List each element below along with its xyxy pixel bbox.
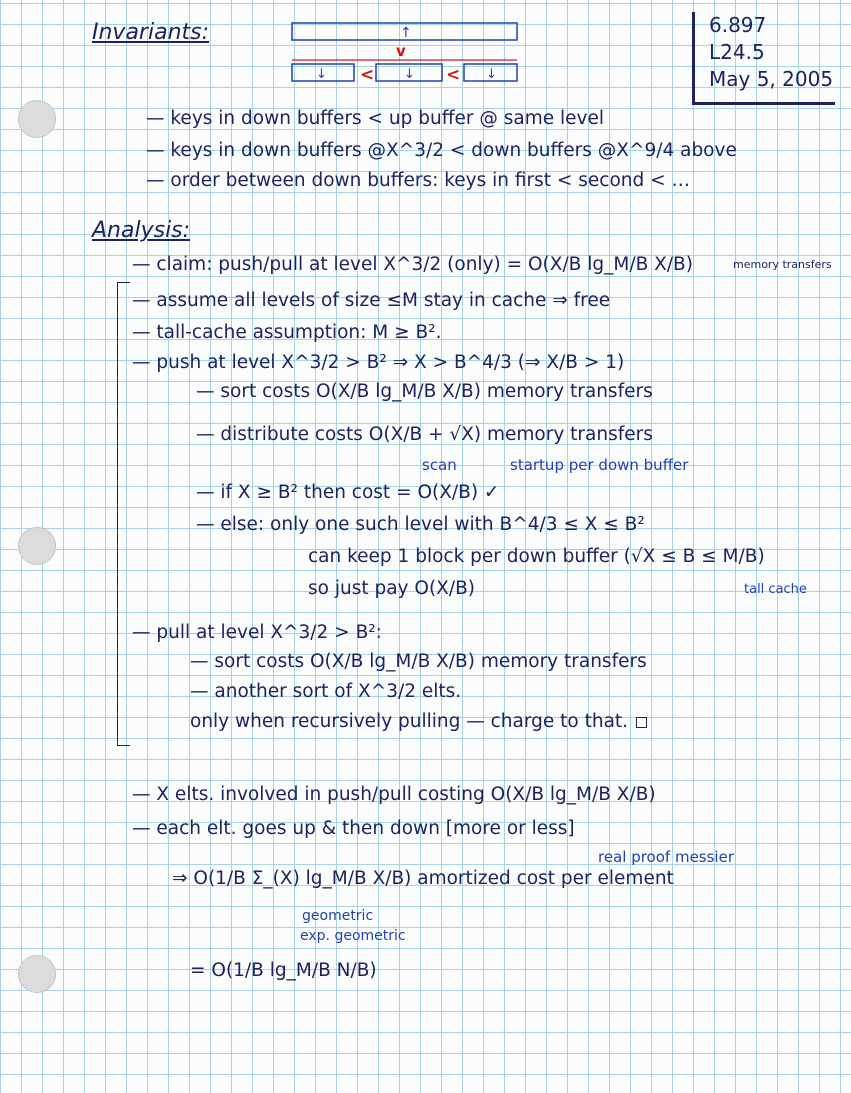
claim-note: memory transfers bbox=[733, 258, 832, 271]
keep-block-line: can keep 1 block per down buffer (√X ≤ B ≤ M/B) bbox=[308, 546, 765, 567]
down-arrow-1: ↓ bbox=[316, 67, 327, 82]
proof-bracket bbox=[117, 282, 130, 746]
if-line: — if X ≥ B² then cost = O(X/B) ✓ bbox=[196, 482, 500, 503]
analysis-heading: Analysis: bbox=[92, 218, 191, 243]
assume-line: — assume all levels of size ≤M stay in cache ⇒ free bbox=[132, 290, 611, 311]
invariant-2: — keys in down buffers @X^3/2 < down buffers @X^9/4 above bbox=[146, 140, 737, 161]
invariant-3: — order between down buffers: keys in first < second < … bbox=[146, 170, 691, 191]
buffer-diagram bbox=[288, 20, 528, 90]
distribute-line: — distribute costs O(X/B + √X) memory transfers bbox=[196, 424, 653, 445]
geometric-note: geometric bbox=[302, 908, 374, 924]
less-than-down: v bbox=[396, 42, 406, 60]
exp-geometric-note: exp. geometric bbox=[300, 928, 406, 944]
punch-hole-middle bbox=[18, 527, 56, 565]
down-arrow-3: ↓ bbox=[486, 67, 497, 82]
tall-cache-note: tall cache bbox=[744, 582, 807, 597]
startup-note: startup per down buffer bbox=[510, 456, 689, 474]
punch-hole-bottom bbox=[18, 955, 56, 993]
up-down-line: — each elt. goes up & then down [more or less] bbox=[132, 818, 575, 839]
course-number: 6.897 bbox=[709, 13, 767, 37]
pull-sort-line: — sort costs O(X/B lg_M/B X/B) memory transfers bbox=[190, 651, 647, 672]
qed-box bbox=[636, 717, 647, 728]
push-sort-line: — sort costs O(X/B lg_M/B X/B) memory transfers bbox=[196, 381, 653, 402]
charge-line bbox=[190, 711, 647, 732]
scan-note: scan bbox=[422, 456, 457, 474]
else-line: — else: only one such level with B^4/3 ≤ X ≤ B² bbox=[196, 514, 645, 535]
pay-line: so just pay O(X/B) bbox=[308, 578, 475, 599]
amortized-line: ⇒ O(1/B Σ_(X) lg_M/B X/B) amortized cost per element bbox=[172, 868, 674, 889]
lecture-stamp bbox=[692, 12, 835, 105]
pull-line: — pull at level X^3/2 > B²: bbox=[132, 622, 382, 643]
elts-involved-line: — X elts. involved in push/pull costing O(X/B lg_M/B X/B) bbox=[132, 784, 656, 805]
down-arrow-2: ↓ bbox=[404, 67, 415, 82]
charge-text: only when recursively pulling — charge to that. bbox=[190, 711, 629, 732]
punch-hole-top bbox=[18, 100, 56, 138]
invariants-heading: Invariants: bbox=[92, 20, 210, 45]
lecture-date: May 5, 2005 bbox=[709, 67, 834, 91]
less-than-1: < bbox=[360, 65, 375, 85]
tall-cache-line: — tall-cache assumption: M ≥ B². bbox=[132, 322, 442, 343]
claim-line: — claim: push/pull at level X^3/2 (only) = O(X/B lg_M/B X/B) bbox=[132, 254, 693, 275]
invariant-1: — keys in down buffers < up buffer @ same level bbox=[146, 108, 604, 129]
real-proof-note: real proof messier bbox=[598, 848, 734, 866]
lecture-number: L24.5 bbox=[709, 40, 765, 64]
push-line: — push at level X^3/2 > B² ⇒ X > B^4/3 (⇒ X/B > 1) bbox=[132, 352, 625, 373]
up-arrow: ↑ bbox=[400, 25, 412, 41]
another-sort-line: — another sort of X^3/2 elts. bbox=[190, 681, 462, 702]
less-than-2: < bbox=[446, 65, 461, 85]
final-bound-line: = O(1/B lg_M/B N/B) bbox=[190, 960, 377, 981]
